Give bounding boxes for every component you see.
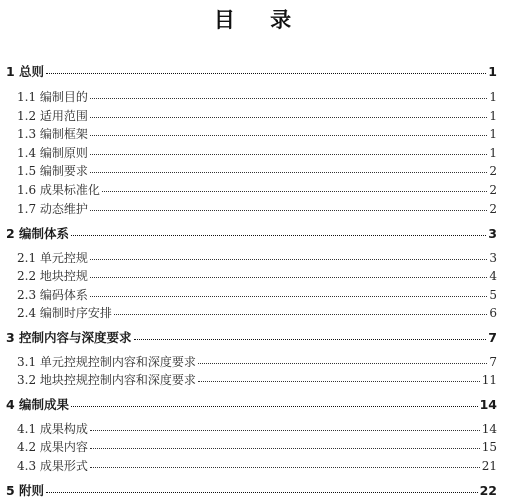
dot-leader <box>90 296 487 297</box>
toc-item-label: 4.3 成果形式 <box>17 459 88 473</box>
dot-leader <box>90 98 487 99</box>
toc-page-number: 6 <box>489 306 497 320</box>
toc-item-label: 2.3 编码体系 <box>17 288 88 302</box>
toc-item-1-3[interactable] <box>17 125 497 142</box>
toc-item-label: 4.2 成果内容 <box>17 440 88 454</box>
dot-leader <box>90 277 487 278</box>
toc-item-2-3[interactable] <box>17 286 497 303</box>
toc-page-number: 7 <box>489 355 497 369</box>
toc-section-label: 1 总则 <box>6 64 45 79</box>
toc-item-2-4[interactable] <box>17 304 497 321</box>
toc-page-number: 14 <box>479 397 497 412</box>
toc-section-5[interactable] <box>6 481 497 499</box>
toc-page-number: 22 <box>479 483 497 498</box>
toc-section-3[interactable] <box>6 328 497 346</box>
toc-item-2-1[interactable] <box>17 249 497 266</box>
toc-item-label: 2.4 编制时序安排 <box>17 306 112 320</box>
toc-item-3-1[interactable] <box>17 353 497 370</box>
toc-item-label: 1.2 适用范围 <box>17 109 88 123</box>
toc-item-label: 1.5 编制要求 <box>17 164 88 178</box>
toc-item-4-2[interactable] <box>17 438 497 455</box>
toc-section-label: 3 控制内容与深度要求 <box>6 330 132 345</box>
toc-section-label: 4 编制成果 <box>6 397 70 412</box>
toc-section-2[interactable] <box>6 224 497 242</box>
toc-item-label: 1.6 成果标准化 <box>17 183 100 197</box>
toc-item-1-1[interactable] <box>17 88 497 105</box>
toc-item-1-6[interactable] <box>17 181 497 198</box>
toc-page-number: 15 <box>481 440 497 454</box>
toc-page-number: 4 <box>489 269 497 283</box>
toc-item-label: 1.1 编制目的 <box>17 90 88 104</box>
toc-item-label: 2.2 地块控规 <box>17 269 88 283</box>
toc-section-label: 2 编制体系 <box>6 226 70 241</box>
toc-page-number: 5 <box>489 288 497 302</box>
toc-item-label: 1.4 编制原则 <box>17 146 88 160</box>
dot-leader <box>90 259 487 260</box>
toc-page-number: 21 <box>481 459 497 473</box>
page-title: 目 录 <box>213 8 306 32</box>
toc-item-1-4[interactable] <box>17 144 497 161</box>
toc-page-number: 1 <box>488 64 497 79</box>
toc-page-number: 3 <box>488 226 497 241</box>
toc-item-label: 4.1 成果构成 <box>17 422 88 436</box>
dot-leader <box>90 430 480 431</box>
toc-page-number: 2 <box>489 202 497 216</box>
toc-item-label: 2.1 单元控规 <box>17 251 88 265</box>
toc-page-number: 1 <box>489 109 497 123</box>
toc-section-4[interactable] <box>6 395 497 413</box>
toc-item-label: 3.2 地块控规控制内容和深度要求 <box>17 373 196 387</box>
toc-item-4-1[interactable] <box>17 420 497 437</box>
dot-leader <box>90 154 487 155</box>
toc-item-3-2[interactable] <box>17 371 497 388</box>
toc-page-number: 14 <box>481 422 497 436</box>
toc-page-number: 11 <box>481 373 497 387</box>
dot-leader <box>90 172 487 173</box>
dot-leader <box>90 117 487 118</box>
toc-section-1[interactable] <box>6 62 497 80</box>
toc-page-number: 7 <box>488 330 497 345</box>
toc-item-1-5[interactable] <box>17 162 497 179</box>
toc-item-2-2[interactable] <box>17 267 497 284</box>
toc-item-4-3[interactable] <box>17 457 497 474</box>
toc-item-label: 1.3 编制框架 <box>17 127 88 141</box>
dot-leader <box>198 381 480 382</box>
dot-leader <box>90 448 480 449</box>
toc-page-number: 1 <box>489 90 497 104</box>
dot-leader <box>134 339 487 340</box>
toc-section-label: 5 附则 <box>6 483 45 498</box>
dot-leader <box>90 467 480 468</box>
dot-leader <box>46 492 478 493</box>
toc-page-number: 2 <box>489 164 497 178</box>
dot-leader <box>90 135 487 136</box>
toc-page-number: 2 <box>489 183 497 197</box>
toc-page-number: 1 <box>489 127 497 141</box>
dot-leader <box>114 314 487 315</box>
dot-leader <box>102 191 487 192</box>
toc-item-label: 1.7 动态维护 <box>17 202 88 216</box>
toc-page-number: 1 <box>489 146 497 160</box>
dot-leader <box>90 210 487 211</box>
dot-leader <box>198 363 487 364</box>
toc-page-number: 3 <box>489 251 497 265</box>
toc-item-1-2[interactable] <box>17 107 497 124</box>
dot-leader <box>46 73 486 74</box>
toc-item-1-7[interactable] <box>17 200 497 217</box>
dot-leader <box>71 406 478 407</box>
toc-item-label: 3.1 单元控规控制内容和深度要求 <box>17 355 196 369</box>
dot-leader <box>71 235 486 236</box>
